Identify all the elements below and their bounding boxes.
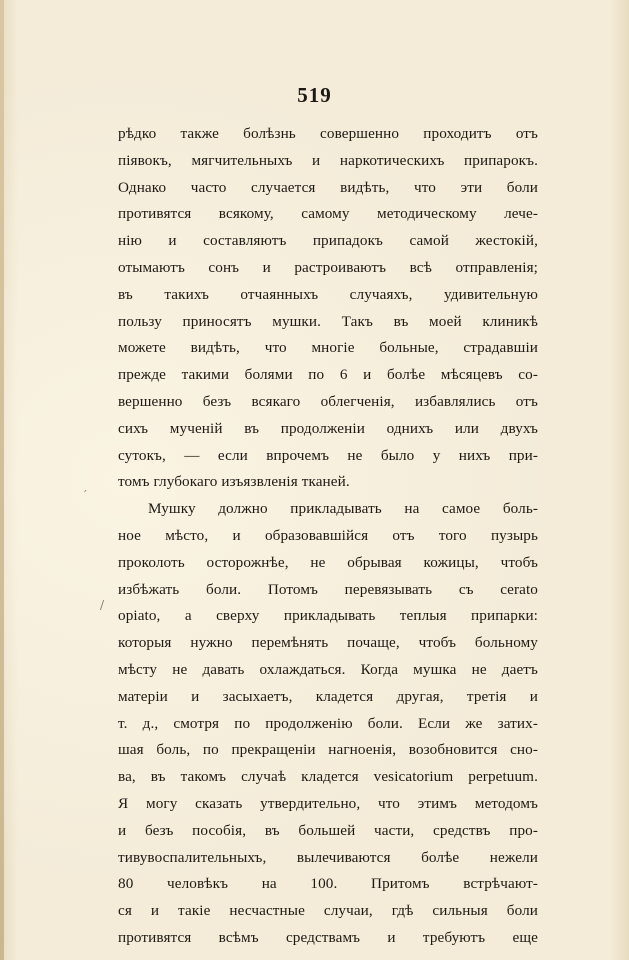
text-line: сутокъ, — если впрочемъ не было у нихъ при- [118,446,538,464]
margin-mark: / [100,598,105,612]
text-line: ное мѣсто, и образовавшiйся отъ того пузырь [118,526,538,544]
text-line: шая боль, по прекращенiи нагноенiя, возобновится сно- [118,741,538,759]
text-line: Однако часто случается видѣть, что эти боли [118,178,538,196]
page-number: 519 [297,83,332,107]
text-line: 80 человѣкъ на 100. Притомъ встрѣчают- [118,875,538,893]
text-line: Я могу сказать утвердительно, что этимъ методомъ [118,794,538,812]
text-line: проколоть осторожнѣе, не обрывая кожицы, чтобъ [118,553,538,571]
page-left-edge [0,0,4,960]
text-line: пользу приносятъ мушки. Такъ въ моей клиникѣ [118,312,538,330]
text-line: ся и такiе несчастные случаи, гдѣ сильныя боли [118,902,538,920]
text-line: которыя нужно перемѣнять почаще, чтобъ больному [118,634,538,652]
text-line: вершенно безъ всякаго облегченiя, избавлялись отъ [118,392,538,410]
text-line: противятся всякому, самому методическому лече- [118,205,538,223]
text-line: избѣжать боли. Потомъ перевязывать съ cerato [118,580,538,598]
text-body [118,121,538,952]
text-line: нiю и составляютъ припадокъ самой жестокiй, [118,232,538,250]
text-line: и безъ пособiя, въ большей части, средствъ про- [118,821,538,839]
text-line: рѣдко также болѣзнь совершенно проходитъ отъ [118,125,538,142]
text-line: мѣсту не давать охлаждаться. Когда мушка не даетъ [118,660,538,678]
margin-mark: ′ [84,488,87,502]
text-line: противятся всѣмъ средствамъ и требуютъ еще [118,928,538,946]
text-line: можете видѣть, что многiе больные, страдавшiи [118,339,538,357]
text-line: пiявокъ, мягчительныхъ и наркотическихъ припарокъ. [118,151,538,169]
text-line: Мушку должно прикладывать на самое боль- [148,500,538,518]
text-line: отымаютъ сонъ и растроиваютъ всѣ отправленiя; [118,258,538,276]
text-line: ва, въ такомъ случаѣ кладется vesicatorium perpetuum. [118,768,538,786]
text-line: opiato, а сверху прикладывать теплыя припарки: [118,607,538,625]
text-line: въ такихъ отчаянныхъ случаяхъ, удивительную [118,285,538,303]
text-line: т. д., смотря по продолженiю боли. Если же затих- [118,714,538,732]
text-line: матерiи и засыхаетъ, кладется другая, третiя и [118,687,538,705]
text-line: тивувоспалительныхъ, вылечиваются болѣе нежели [118,848,538,866]
text-line: прежде такими болями по 6 и болѣе мѣсяцевъ со- [118,366,538,384]
text-line: сихъ мученiй въ продолженiи однихъ или двухъ [118,419,538,437]
text-line: томъ глубокаго изъязвленiя тканей. [118,473,350,491]
